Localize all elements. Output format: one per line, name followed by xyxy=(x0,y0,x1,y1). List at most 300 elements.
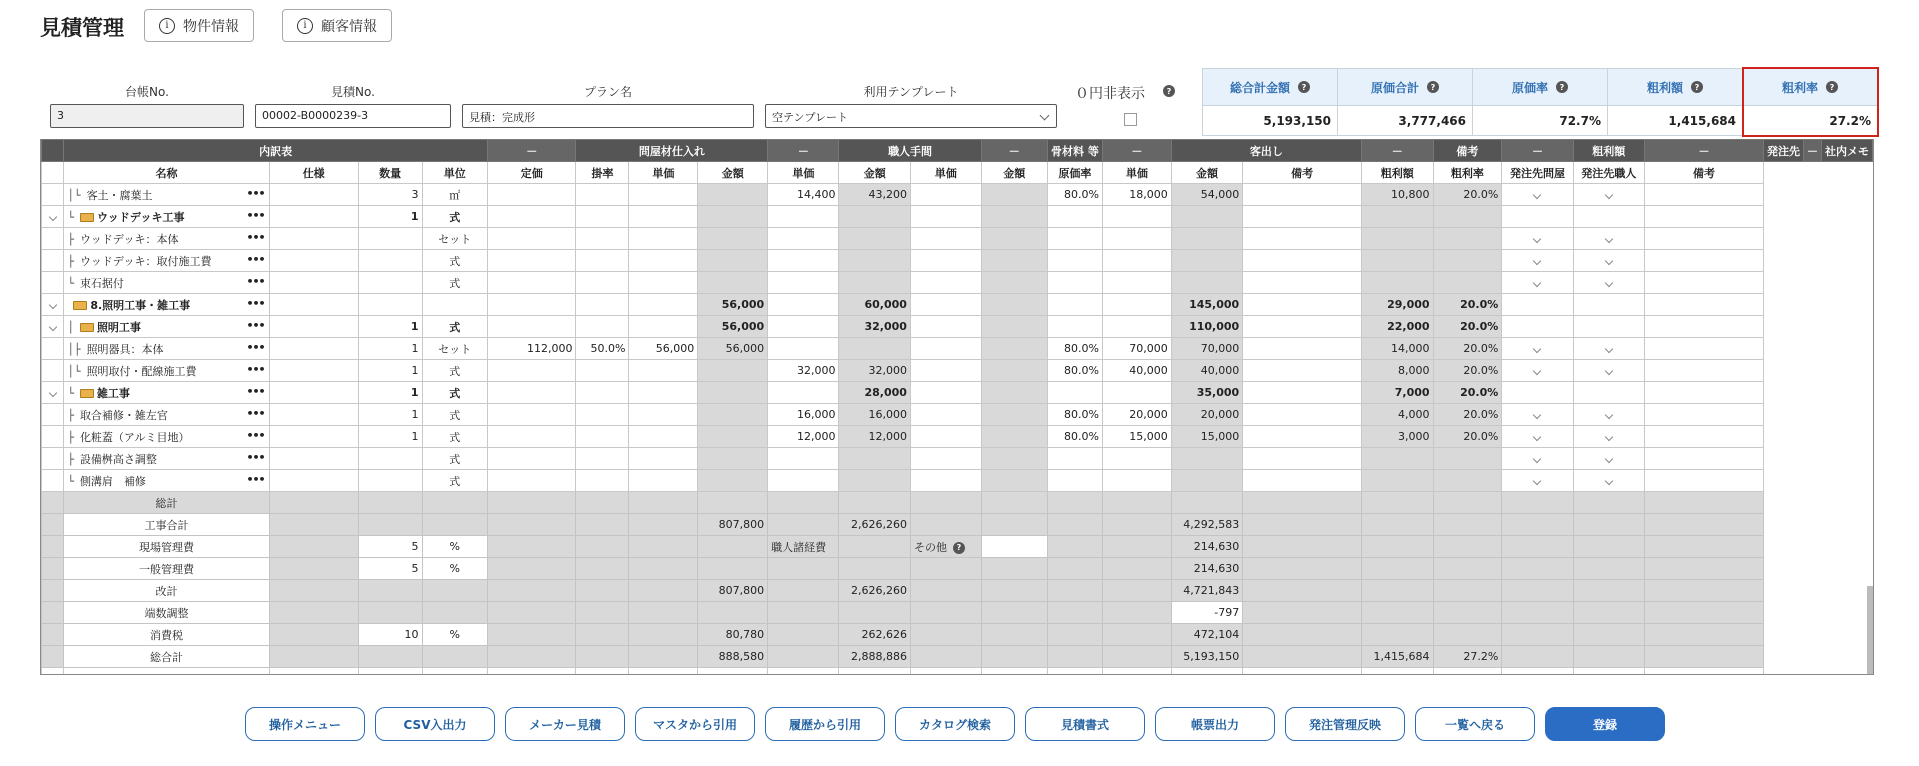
item-name[interactable] xyxy=(64,228,269,250)
back-to-list-button[interactable]: 一覧へ戻る xyxy=(1415,707,1535,741)
table-row[interactable] xyxy=(42,316,1873,338)
group-collapse[interactable]: － xyxy=(487,140,576,162)
material-amount-cell[interactable] xyxy=(981,448,1047,470)
more-icon[interactable]: ••• xyxy=(246,275,265,288)
customer-amount-cell[interactable] xyxy=(1171,272,1242,294)
unit-price-cell[interactable] xyxy=(629,448,698,470)
labor-amount-cell[interactable] xyxy=(839,338,910,360)
qty-cell[interactable]: 1 xyxy=(358,316,422,338)
order-craftsman-select[interactable] xyxy=(1573,272,1644,294)
wholesale-amount-cell[interactable] xyxy=(698,272,768,294)
rate-cell[interactable] xyxy=(576,470,629,492)
labor-unit-cell[interactable] xyxy=(768,228,839,250)
rate-cell[interactable] xyxy=(576,206,629,228)
rate-cell[interactable] xyxy=(576,382,629,404)
order-craftsman-select[interactable] xyxy=(1573,426,1644,448)
unit-price-cell[interactable] xyxy=(629,316,698,338)
list-price-cell[interactable] xyxy=(487,316,576,338)
help-icon[interactable]: ? xyxy=(1298,81,1310,93)
cost-rate-cell[interactable] xyxy=(1047,228,1102,250)
qty-cell[interactable] xyxy=(358,228,422,250)
operation-menu-button[interactable]: 操作メニュー xyxy=(245,707,365,741)
unit-cell[interactable]: 式 xyxy=(422,206,487,228)
remarks-cell[interactable] xyxy=(1243,382,1362,404)
cost-rate-cell[interactable]: 80.0% xyxy=(1047,184,1102,206)
labor-unit-cell[interactable] xyxy=(768,250,839,272)
list-price-cell[interactable] xyxy=(487,184,576,206)
gross-rate-cell[interactable] xyxy=(1433,206,1502,228)
cost-rate-cell[interactable]: 80.0% xyxy=(1047,338,1102,360)
gross-rate-cell[interactable] xyxy=(1433,250,1502,272)
gross-rate-cell[interactable]: 20.0% xyxy=(1433,360,1502,382)
rate-cell[interactable] xyxy=(576,228,629,250)
unit-cell[interactable]: 式 xyxy=(422,448,487,470)
more-icon[interactable]: ••• xyxy=(246,451,265,464)
spec-cell[interactable] xyxy=(269,470,358,492)
quote-from-master-button[interactable]: マスタから引用 xyxy=(635,707,755,741)
list-price-cell[interactable] xyxy=(487,360,576,382)
material-amount-cell[interactable] xyxy=(981,250,1047,272)
gross-rate-cell[interactable]: 20.0% xyxy=(1433,426,1502,448)
more-icon[interactable]: ••• xyxy=(246,253,265,266)
memo-cell[interactable] xyxy=(1644,294,1763,316)
group-collapse[interactable]: － xyxy=(981,140,1047,162)
order-craftsman-select[interactable] xyxy=(1573,316,1644,338)
group-collapse[interactable]: － xyxy=(768,140,839,162)
order-craftsman-select[interactable] xyxy=(1573,382,1644,404)
qty-cell[interactable] xyxy=(358,470,422,492)
labor-amount-cell[interactable]: 32,000 xyxy=(839,316,910,338)
order-wholesaler-select[interactable] xyxy=(1502,272,1573,294)
gross-rate-cell[interactable] xyxy=(1433,448,1502,470)
cost-rate-cell[interactable] xyxy=(1047,448,1102,470)
gross-profit-cell[interactable]: 10,800 xyxy=(1362,184,1433,206)
expand-toggle[interactable] xyxy=(42,316,64,338)
rate-cell[interactable] xyxy=(576,250,629,272)
labor-amount-cell[interactable]: 60,000 xyxy=(839,294,910,316)
wholesale-amount-cell[interactable]: 56,000 xyxy=(698,316,768,338)
order-wholesaler-select[interactable] xyxy=(1502,404,1573,426)
wholesale-amount-cell[interactable] xyxy=(698,426,768,448)
list-price-cell[interactable] xyxy=(487,470,576,492)
rate-cell[interactable] xyxy=(576,272,629,294)
unit-price-cell[interactable] xyxy=(629,250,698,272)
csv-io-button[interactable]: CSV入出力 xyxy=(375,707,495,741)
customer-amount-cell[interactable] xyxy=(1171,448,1242,470)
zero-hide-checkbox[interactable] xyxy=(1124,113,1137,126)
more-icon[interactable]: ••• xyxy=(246,473,265,486)
order-craftsman-select[interactable] xyxy=(1573,448,1644,470)
unit-price-cell[interactable] xyxy=(629,382,698,404)
wholesale-amount-cell[interactable] xyxy=(698,448,768,470)
qty-cell[interactable] xyxy=(358,272,422,294)
plan-name-field[interactable]: 見積：完成形 xyxy=(462,104,754,128)
labor-amount-cell[interactable]: 12,000 xyxy=(839,426,910,448)
rate-cell[interactable] xyxy=(576,360,629,382)
memo-cell[interactable] xyxy=(1644,404,1763,426)
customer-unit-cell[interactable] xyxy=(1102,206,1171,228)
item-name[interactable] xyxy=(64,294,269,316)
cost-rate-cell[interactable]: 80.0% xyxy=(1047,360,1102,382)
more-icon[interactable]: ••• xyxy=(246,429,265,442)
labor-unit-cell[interactable] xyxy=(768,448,839,470)
gross-rate-cell[interactable]: 20.0% xyxy=(1433,184,1502,206)
qty-cell[interactable]: 1 xyxy=(358,338,422,360)
material-unit-cell[interactable] xyxy=(910,250,981,272)
cost-rate-cell[interactable] xyxy=(1047,316,1102,338)
material-unit-cell[interactable] xyxy=(910,404,981,426)
remarks-cell[interactable] xyxy=(1243,184,1362,206)
rate-cell[interactable] xyxy=(576,404,629,426)
labor-amount-cell[interactable] xyxy=(839,250,910,272)
material-unit-cell[interactable] xyxy=(910,206,981,228)
remarks-cell[interactable] xyxy=(1243,426,1362,448)
labor-amount-cell[interactable]: 43,200 xyxy=(839,184,910,206)
memo-cell[interactable] xyxy=(1644,382,1763,404)
spec-cell[interactable] xyxy=(269,316,358,338)
gross-profit-cell[interactable]: 8,000 xyxy=(1362,360,1433,382)
unit-price-cell[interactable] xyxy=(629,470,698,492)
labor-amount-cell[interactable] xyxy=(839,272,910,294)
cost-rate-cell[interactable]: 80.0% xyxy=(1047,404,1102,426)
table-row[interactable] xyxy=(42,250,1873,272)
remarks-cell[interactable] xyxy=(1243,206,1362,228)
material-amount-cell[interactable] xyxy=(981,272,1047,294)
unit-cell[interactable]: 式 xyxy=(422,382,487,404)
table-row[interactable] xyxy=(42,448,1873,470)
remarks-cell[interactable] xyxy=(1243,228,1362,250)
gross-rate-cell[interactable]: 20.0% xyxy=(1433,316,1502,338)
more-icon[interactable]: ••• xyxy=(246,363,265,376)
remarks-cell[interactable] xyxy=(1243,448,1362,470)
labor-unit-cell[interactable] xyxy=(768,382,839,404)
unit-cell[interactable]: 式 xyxy=(422,470,487,492)
more-icon[interactable]: ••• xyxy=(246,297,265,310)
item-name[interactable] xyxy=(64,338,269,360)
memo-cell[interactable] xyxy=(1644,228,1763,250)
list-price-cell[interactable] xyxy=(487,250,576,272)
wholesale-amount-cell[interactable]: 56,000 xyxy=(698,338,768,360)
labor-unit-cell[interactable] xyxy=(768,470,839,492)
expand-toggle[interactable] xyxy=(42,206,64,228)
gross-profit-cell[interactable] xyxy=(1362,228,1433,250)
estimate-no-field[interactable]: 00002-B0000239-3 xyxy=(255,104,451,128)
ledger-no-field[interactable]: 3 xyxy=(50,104,244,128)
item-name[interactable] xyxy=(64,448,269,470)
expand-toggle[interactable] xyxy=(42,294,64,316)
expand-toggle[interactable] xyxy=(42,382,64,404)
customer-amount-cell[interactable]: 70,000 xyxy=(1171,338,1242,360)
qty-cell[interactable]: 10 xyxy=(358,624,422,646)
customer-unit-cell[interactable]: 70,000 xyxy=(1102,338,1171,360)
wholesale-amount-cell[interactable] xyxy=(698,404,768,426)
unit-cell[interactable]: セット xyxy=(422,228,487,250)
labor-unit-cell[interactable]: 16,000 xyxy=(768,404,839,426)
unit-cell[interactable] xyxy=(422,294,487,316)
spec-cell[interactable] xyxy=(269,272,358,294)
estimate-format-button[interactable]: 見積書式 xyxy=(1025,707,1145,741)
spec-cell[interactable] xyxy=(269,206,358,228)
gross-profit-cell[interactable] xyxy=(1362,470,1433,492)
remarks-cell[interactable] xyxy=(1243,272,1362,294)
order-wholesaler-select[interactable] xyxy=(1502,184,1573,206)
material-amount-cell[interactable] xyxy=(981,338,1047,360)
labor-unit-cell[interactable] xyxy=(768,338,839,360)
customer-unit-cell[interactable]: 15,000 xyxy=(1102,426,1171,448)
order-wholesaler-select[interactable] xyxy=(1502,448,1573,470)
order-craftsman-select[interactable] xyxy=(1573,228,1644,250)
list-price-cell[interactable] xyxy=(487,272,576,294)
order-wholesaler-select[interactable] xyxy=(1502,206,1573,228)
table-row[interactable] xyxy=(42,206,1873,228)
table-row[interactable] xyxy=(42,470,1873,492)
unit-price-cell[interactable] xyxy=(629,184,698,206)
unit-cell[interactable]: 式 xyxy=(422,404,487,426)
help-icon[interactable]: ? xyxy=(1691,81,1703,93)
customer-total-cell[interactable]: -797 xyxy=(1171,602,1242,624)
more-icon[interactable]: ••• xyxy=(246,209,265,222)
spec-cell[interactable] xyxy=(269,448,358,470)
customer-amount-cell[interactable] xyxy=(1171,470,1242,492)
order-craftsman-select[interactable] xyxy=(1573,206,1644,228)
remarks-cell[interactable] xyxy=(1243,360,1362,382)
table-row[interactable] xyxy=(42,404,1873,426)
qty-cell[interactable]: 1 xyxy=(358,206,422,228)
customer-unit-cell[interactable] xyxy=(1102,272,1171,294)
qty-cell[interactable]: 5 xyxy=(358,536,422,558)
gross-profit-cell[interactable]: 29,000 xyxy=(1362,294,1433,316)
order-wholesaler-select[interactable] xyxy=(1502,338,1573,360)
qty-cell[interactable]: 1 xyxy=(358,382,422,404)
cost-rate-cell[interactable] xyxy=(1047,250,1102,272)
unit-cell[interactable]: 式 xyxy=(422,272,487,294)
memo-cell[interactable] xyxy=(1644,338,1763,360)
gross-rate-cell[interactable]: 20.0% xyxy=(1433,294,1502,316)
wholesale-amount-cell[interactable] xyxy=(698,250,768,272)
table-row[interactable] xyxy=(42,426,1873,448)
gross-rate-cell[interactable] xyxy=(1433,228,1502,250)
unit-price-cell[interactable] xyxy=(629,206,698,228)
help-icon[interactable]: ? xyxy=(1163,85,1175,97)
order-wholesaler-select[interactable] xyxy=(1502,426,1573,448)
labor-amount-cell[interactable]: 32,000 xyxy=(839,360,910,382)
memo-cell[interactable] xyxy=(1644,272,1763,294)
customer-unit-cell[interactable]: 40,000 xyxy=(1102,360,1171,382)
qty-cell[interactable]: 3 xyxy=(358,184,422,206)
property-info-button[interactable] xyxy=(144,9,254,42)
material-amount-cell[interactable] xyxy=(981,470,1047,492)
unit-price-cell[interactable] xyxy=(629,404,698,426)
customer-amount-cell[interactable] xyxy=(1171,250,1242,272)
wholesale-amount-cell[interactable] xyxy=(698,184,768,206)
more-icon[interactable]: ••• xyxy=(246,231,265,244)
qty-cell[interactable]: 1 xyxy=(358,426,422,448)
gross-profit-cell[interactable] xyxy=(1362,272,1433,294)
wholesale-amount-cell[interactable] xyxy=(698,360,768,382)
labor-unit-cell[interactable] xyxy=(768,316,839,338)
unit-cell[interactable]: 式 xyxy=(422,316,487,338)
material-unit-cell[interactable] xyxy=(910,382,981,404)
help-icon[interactable]: ? xyxy=(1826,81,1838,93)
material-unit-cell[interactable] xyxy=(910,272,981,294)
material-amount-cell[interactable] xyxy=(981,294,1047,316)
cost-rate-cell[interactable] xyxy=(1047,206,1102,228)
cost-rate-cell[interactable] xyxy=(1047,382,1102,404)
gross-profit-cell[interactable] xyxy=(1362,250,1433,272)
wholesale-amount-cell[interactable] xyxy=(698,470,768,492)
remarks-cell[interactable] xyxy=(1243,250,1362,272)
order-wholesaler-select[interactable] xyxy=(1502,382,1573,404)
cost-rate-cell[interactable]: 80.0% xyxy=(1047,426,1102,448)
material-unit-cell[interactable] xyxy=(910,228,981,250)
spec-cell[interactable] xyxy=(269,184,358,206)
table-row[interactable] xyxy=(42,382,1873,404)
item-name[interactable] xyxy=(64,250,269,272)
customer-amount-cell[interactable] xyxy=(1171,206,1242,228)
customer-unit-cell[interactable]: 20,000 xyxy=(1102,404,1171,426)
order-wholesaler-select[interactable] xyxy=(1502,360,1573,382)
qty-cell[interactable]: 1 xyxy=(358,404,422,426)
order-craftsman-select[interactable] xyxy=(1573,250,1644,272)
material-unit-cell[interactable] xyxy=(910,294,981,316)
customer-amount-cell[interactable]: 20,000 xyxy=(1171,404,1242,426)
remarks-cell[interactable] xyxy=(1243,294,1362,316)
qty-cell[interactable] xyxy=(358,448,422,470)
labor-amount-cell[interactable] xyxy=(839,206,910,228)
rate-cell[interactable] xyxy=(576,184,629,206)
gross-rate-cell[interactable] xyxy=(1433,470,1502,492)
report-output-button[interactable]: 帳票出力 xyxy=(1155,707,1275,741)
rate-cell[interactable] xyxy=(576,448,629,470)
unit-cell[interactable]: ㎡ xyxy=(422,184,487,206)
rate-cell[interactable] xyxy=(576,426,629,448)
spec-cell[interactable] xyxy=(269,360,358,382)
remarks-cell[interactable] xyxy=(1243,338,1362,360)
memo-cell[interactable] xyxy=(1644,426,1763,448)
more-icon[interactable]: ••• xyxy=(246,407,265,420)
more-icon[interactable]: ••• xyxy=(246,187,265,200)
gross-profit-cell[interactable] xyxy=(1362,448,1433,470)
material-unit-cell[interactable] xyxy=(910,316,981,338)
order-craftsman-select[interactable] xyxy=(1573,470,1644,492)
customer-amount-cell[interactable] xyxy=(1171,228,1242,250)
material-unit-cell[interactable] xyxy=(910,184,981,206)
order-craftsman-select[interactable] xyxy=(1573,294,1644,316)
order-craftsman-select[interactable] xyxy=(1573,184,1644,206)
material-unit-cell[interactable] xyxy=(910,338,981,360)
list-price-cell[interactable] xyxy=(487,382,576,404)
vertical-scrollbar[interactable] xyxy=(1867,586,1873,674)
rate-cell[interactable] xyxy=(576,294,629,316)
group-collapse[interactable]: － xyxy=(1804,140,1822,162)
material-unit-cell[interactable] xyxy=(910,360,981,382)
rate-cell[interactable] xyxy=(576,316,629,338)
group-collapse[interactable]: － xyxy=(1102,140,1171,162)
customer-unit-cell[interactable] xyxy=(1102,470,1171,492)
unit-cell[interactable]: 式 xyxy=(422,426,487,448)
more-icon[interactable]: ••• xyxy=(246,341,265,354)
labor-unit-cell[interactable] xyxy=(768,294,839,316)
gross-rate-cell[interactable]: 20.0% xyxy=(1433,404,1502,426)
remarks-cell[interactable] xyxy=(1243,470,1362,492)
table-row[interactable] xyxy=(42,360,1873,382)
labor-amount-cell[interactable]: 16,000 xyxy=(839,404,910,426)
customer-amount-cell[interactable]: 145,000 xyxy=(1171,294,1242,316)
material-amount-cell[interactable] xyxy=(981,228,1047,250)
cost-rate-cell[interactable] xyxy=(1047,294,1102,316)
item-name[interactable] xyxy=(64,426,269,448)
gross-rate-cell[interactable]: 20.0% xyxy=(1433,382,1502,404)
catalog-search-button[interactable]: カタログ検索 xyxy=(895,707,1015,741)
customer-amount-cell[interactable]: 40,000 xyxy=(1171,360,1242,382)
qty-cell[interactable] xyxy=(358,294,422,316)
gross-profit-cell[interactable]: 7,000 xyxy=(1362,382,1433,404)
memo-cell[interactable] xyxy=(1644,316,1763,338)
memo-cell[interactable] xyxy=(1644,470,1763,492)
order-craftsman-select[interactable] xyxy=(1573,404,1644,426)
spec-cell[interactable] xyxy=(269,294,358,316)
maker-estimate-button[interactable]: メーカー見積 xyxy=(505,707,625,741)
labor-amount-cell[interactable] xyxy=(839,448,910,470)
rate-cell[interactable]: 50.0% xyxy=(576,338,629,360)
material-amount-cell[interactable] xyxy=(981,184,1047,206)
qty-cell[interactable]: 5 xyxy=(358,558,422,580)
list-price-cell[interactable] xyxy=(487,448,576,470)
customer-unit-cell[interactable] xyxy=(1102,382,1171,404)
remarks-cell[interactable] xyxy=(1243,404,1362,426)
material-amount-cell[interactable] xyxy=(981,404,1047,426)
labor-amount-cell[interactable]: 28,000 xyxy=(839,382,910,404)
unit-price-cell[interactable] xyxy=(629,272,698,294)
group-collapse[interactable]: － xyxy=(1644,140,1763,162)
customer-info-button[interactable] xyxy=(282,9,392,42)
help-icon[interactable]: ? xyxy=(1427,81,1439,93)
spec-cell[interactable] xyxy=(269,382,358,404)
customer-amount-cell[interactable]: 54,000 xyxy=(1171,184,1242,206)
order-wholesaler-select[interactable] xyxy=(1502,470,1573,492)
qty-cell[interactable] xyxy=(358,250,422,272)
unit-price-cell[interactable] xyxy=(629,228,698,250)
material-total-cell[interactable] xyxy=(981,536,1047,558)
labor-unit-cell[interactable]: 32,000 xyxy=(768,360,839,382)
material-unit-cell[interactable] xyxy=(910,470,981,492)
labor-unit-cell[interactable]: 14,400 xyxy=(768,184,839,206)
table-row[interactable] xyxy=(42,228,1873,250)
group-collapse[interactable]: － xyxy=(1502,140,1573,162)
table-row[interactable] xyxy=(42,272,1873,294)
template-select[interactable] xyxy=(765,104,1057,128)
order-wholesaler-select[interactable] xyxy=(1502,316,1573,338)
qty-cell[interactable]: 1 xyxy=(358,360,422,382)
unit-price-cell[interactable] xyxy=(629,360,698,382)
memo-cell[interactable] xyxy=(1644,206,1763,228)
gross-rate-cell[interactable]: 20.0% xyxy=(1433,338,1502,360)
customer-amount-cell[interactable]: 15,000 xyxy=(1171,426,1242,448)
material-amount-cell[interactable] xyxy=(981,206,1047,228)
item-name[interactable] xyxy=(64,184,269,206)
order-wholesaler-select[interactable] xyxy=(1502,228,1573,250)
labor-unit-cell[interactable]: 12,000 xyxy=(768,426,839,448)
cost-rate-cell[interactable] xyxy=(1047,272,1102,294)
memo-cell[interactable] xyxy=(1644,448,1763,470)
table-row[interactable] xyxy=(42,338,1873,360)
material-amount-cell[interactable] xyxy=(981,316,1047,338)
material-unit-cell[interactable] xyxy=(910,448,981,470)
order-management-button[interactable]: 発注管理反映 xyxy=(1285,707,1405,741)
unit-cell[interactable]: 式 xyxy=(422,360,487,382)
labor-amount-cell[interactable] xyxy=(839,228,910,250)
more-icon[interactable]: ••• xyxy=(246,385,265,398)
